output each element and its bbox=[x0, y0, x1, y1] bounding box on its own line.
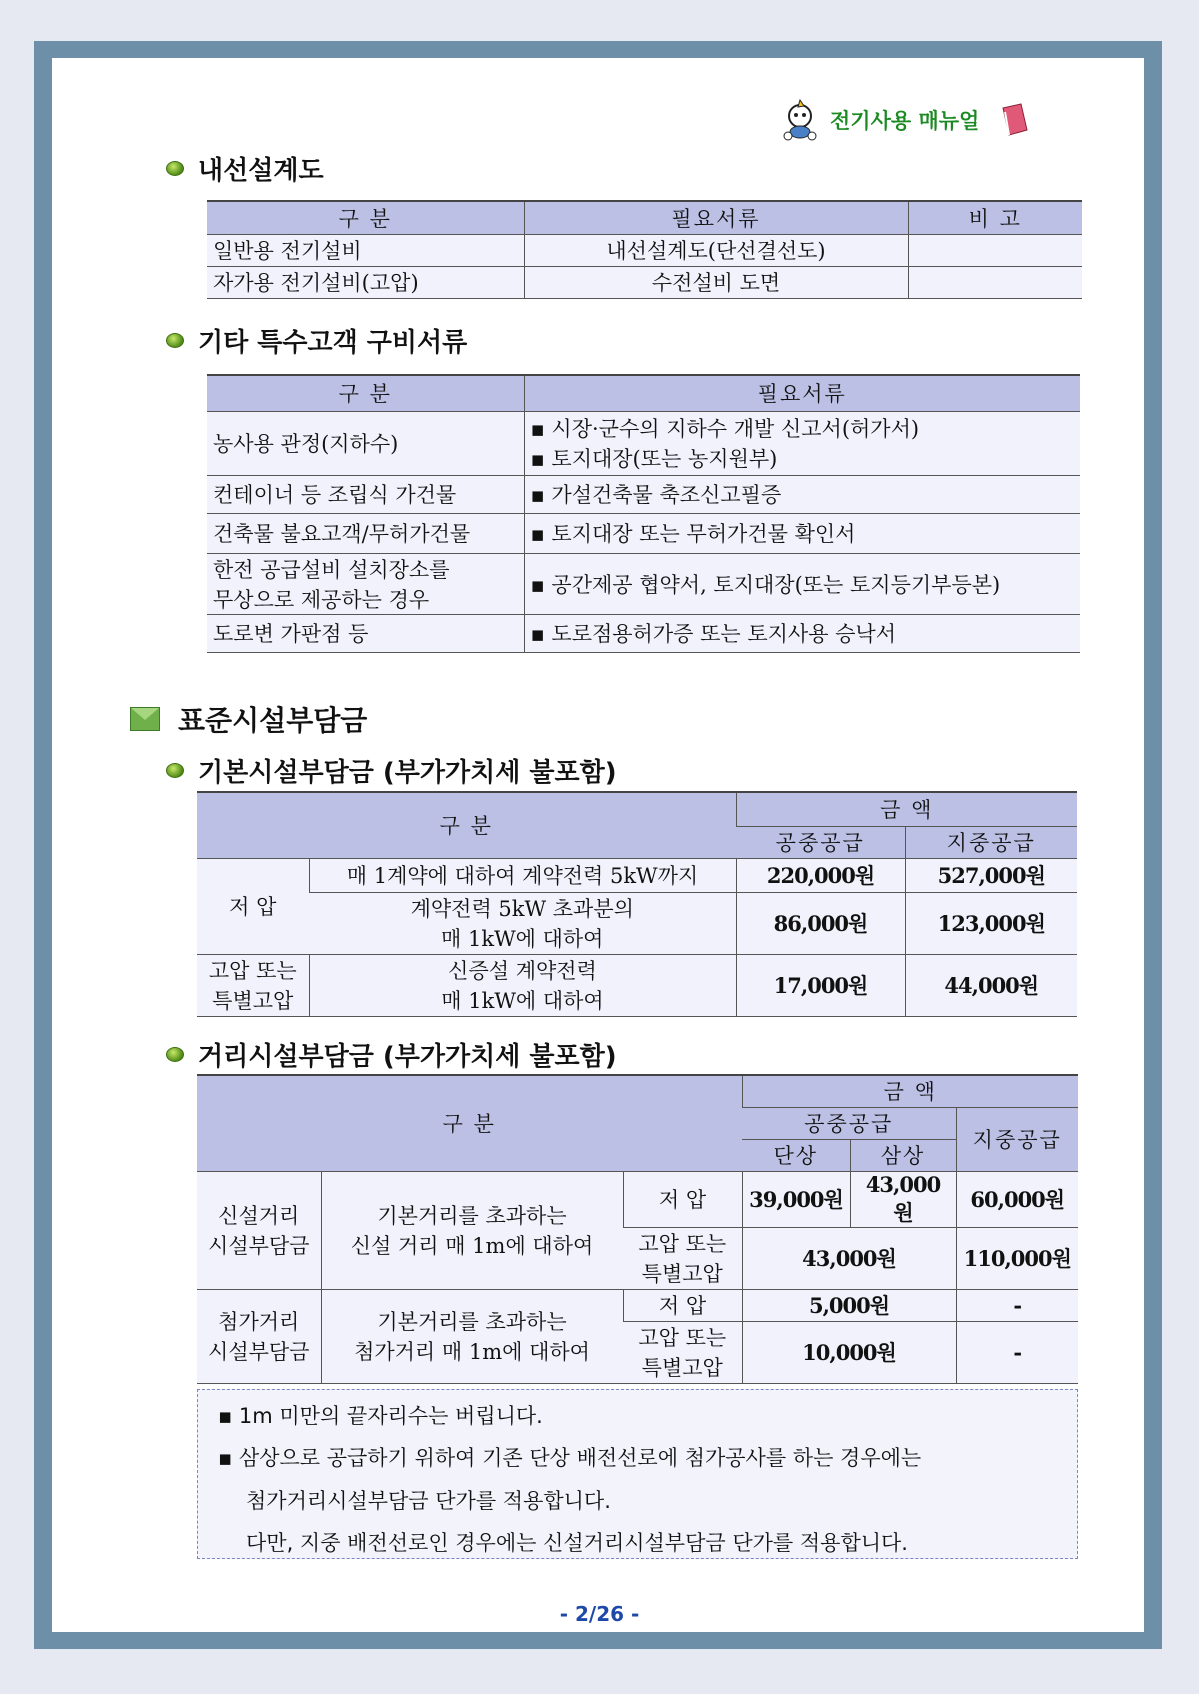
section-heading-basic-charges bbox=[166, 752, 617, 789]
table-row: 한전 공급설비 설치장소를 무상으로 제공하는 경우 ▪ 공간제공 협약서, 토지대장(또는 토지등기부등본) bbox=[207, 553, 1080, 614]
table-row: 고압 또는 특별고압 43,000원 110,000원 bbox=[197, 1227, 1078, 1289]
mascot-icon bbox=[780, 98, 824, 142]
col-header: 필요서류 bbox=[524, 201, 908, 234]
note-line: ▪ 삼상으로 공급하기 위하여 기존 단상 배전선로에 첨가공사를 하는 경우에는 bbox=[218, 1446, 922, 1470]
col-header: 구 분 bbox=[207, 375, 524, 411]
bullet-icon bbox=[166, 1047, 184, 1062]
table-row: 농사용 관정(지하수) ▪ 시장·군수의 지하수 개발 신고서(허가서) ▪ 토지대장(또는 농지원부) bbox=[207, 411, 1080, 475]
table-row: 자가용 전기설비(고압) 수전설비 도면 bbox=[207, 266, 1082, 298]
section-title: 내선설계도 bbox=[198, 156, 324, 186]
wiring-design-table bbox=[207, 200, 1082, 299]
section-title: 표준시설부담금 bbox=[178, 704, 368, 737]
envelope-icon bbox=[130, 707, 160, 731]
section-heading-wiring-design bbox=[166, 150, 324, 187]
note-line: 첨가거리시설부담금 단가를 적용합니다. bbox=[246, 1489, 611, 1513]
distance-charges-table bbox=[197, 1074, 1078, 1384]
section-heading-special-customer bbox=[166, 322, 467, 359]
note-line: 다만, 지중 배전선로인 경우에는 신설거리시설부담금 단가를 적용합니다. bbox=[246, 1531, 908, 1555]
brand-title: 전기사용 매뉴얼 bbox=[830, 109, 980, 133]
col-header: 금 액 bbox=[742, 1075, 1078, 1107]
table-row: 컨테이너 등 조립식 가건물 ▪ 가설건축물 축조신고필증 bbox=[207, 475, 1080, 513]
col-header: 금 액 bbox=[736, 792, 1077, 826]
bullet-icon bbox=[166, 763, 184, 778]
table-row: 저 압 매 1계약에 대하여 계약전력 5kW까지 220,000원 527,000원 bbox=[197, 858, 1077, 892]
col-header: 구 분 bbox=[207, 201, 524, 234]
table-row: 첨가거리 시설부담금 기본거리를 초과하는 첨가거리 매 1m에 대하여 저 압 5,000원 - bbox=[197, 1289, 1078, 1321]
table-row: 계약전력 5kW 초과분의 매 1kW에 대하여 86,000원 123,000원 bbox=[197, 892, 1077, 954]
col-header: 삼상 bbox=[850, 1139, 956, 1171]
brand-header bbox=[780, 98, 1033, 142]
basic-charges-table bbox=[197, 791, 1077, 1017]
bullet-icon bbox=[166, 161, 184, 176]
col-header: 지중공급 bbox=[905, 826, 1077, 858]
col-header: 단상 bbox=[742, 1139, 850, 1171]
table-row: 고압 또는 특별고압 신증설 계약전력 매 1kW에 대하여 17,000원 44,000원 bbox=[197, 954, 1077, 1016]
col-header: 공중공급 bbox=[736, 826, 905, 858]
section-title: 기본시설부담금 (부가가치세 불포함) bbox=[198, 758, 617, 788]
col-header: 구 분 bbox=[197, 792, 736, 858]
col-header: 비 고 bbox=[908, 201, 1082, 234]
col-header: 구 분 bbox=[197, 1075, 742, 1171]
table-row: 건축물 불요고객/무허가건물 ▪ 토지대장 또는 무허가건물 확인서 bbox=[207, 513, 1080, 553]
note-line: ▪ 1m 미만의 끝자리수는 버립니다. bbox=[218, 1404, 543, 1428]
col-header: 지중공급 bbox=[956, 1107, 1078, 1171]
section-title: 기타 특수고객 구비서류 bbox=[198, 328, 468, 358]
table-row: 일반용 전기설비 내선설계도(단선결선도) bbox=[207, 234, 1082, 266]
bullet-icon bbox=[166, 333, 184, 348]
book-icon bbox=[997, 102, 1033, 138]
col-header: 공중공급 bbox=[742, 1107, 956, 1139]
section-title: 거리시설부담금 (부가가치세 불포함) bbox=[198, 1042, 617, 1072]
table-row: 고압 또는 특별고압 10,000원 - bbox=[197, 1321, 1078, 1383]
section-heading-distance-charges bbox=[166, 1036, 617, 1073]
section-heading-standard-charges bbox=[130, 699, 367, 739]
notes-box bbox=[197, 1389, 1078, 1559]
special-customer-table bbox=[207, 374, 1080, 653]
table-row: 도로변 가판점 등 ▪ 도로점용허가증 또는 토지사용 승낙서 bbox=[207, 614, 1080, 652]
page-number: - 2/26 - bbox=[559, 1602, 640, 1626]
table-row: 신설거리 시설부담금 기본거리를 초과하는 신설 거리 매 1m에 대하여 저 압 39,000원 43,000원 60,000원 bbox=[197, 1171, 1078, 1227]
col-header: 필요서류 bbox=[524, 375, 1080, 411]
